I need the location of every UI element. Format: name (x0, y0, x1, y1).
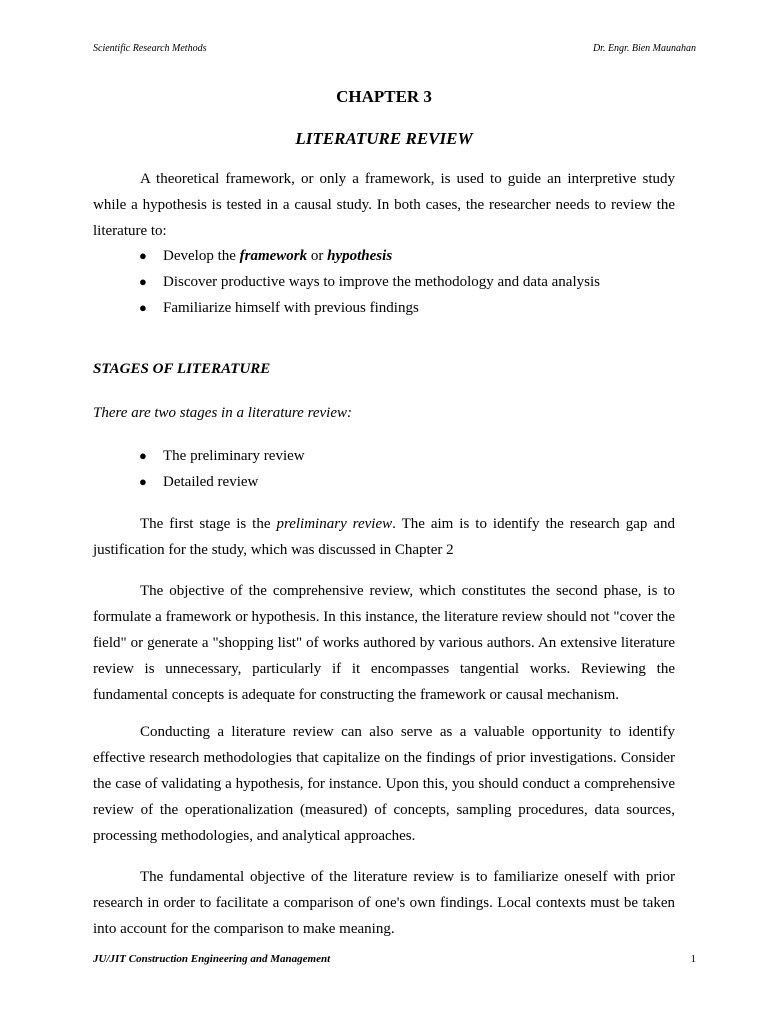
chapter-title: LITERATURE REVIEW (295, 129, 473, 148)
bullet-icon: ● (139, 274, 147, 289)
paragraph-preliminary-review: The first stage is the preliminary review. The aim is to identify the research gap and justification for the study, which was discussed in Chapter 2 (93, 516, 676, 558)
list-item (93, 469, 305, 495)
intro-paragraph: A theoretical framework, or only a framework, is used to guide an interpretive study while a hypothesis is tested in a causal study. In both cases, the researcher needs to review the literature to: (93, 171, 675, 239)
paragraph-comprehensive-review: The objective of the comprehensive review, which constitutes the second phase, is to formulate a framework or hypothesis. In this instance, the literature review should not "cover the field" or generate a "shopping list" of works authored by various authors. An extensive literature review is unnecessary, particularly if it encompasses tangential works. Reviewing the fundamental concepts is adequate for constructing the framework or causal mechanism. (93, 583, 675, 703)
bullet-icon: ● (139, 474, 147, 489)
paragraph-methodologies: Conducting a literature review can also serve as a valuable opportunity to identify effective research methodologies that capitalize on the findings of prior investigations. Consider the case of validating a hypothesis, for instance. Upon this, you should conduct a comprehensive review of the operationalization (measured) of concepts, sampling procedures, data sources, processing methodologies, and analytical approaches. (93, 724, 675, 844)
running-header (93, 43, 696, 54)
bullet-text: Discover productive ways to improve the methodology and data analysis (163, 274, 600, 290)
page-footer (93, 953, 696, 965)
bullet-text: or (307, 248, 328, 264)
footer-institution: JU/JIT Construction Engineering and Management (93, 953, 331, 965)
page-number: 1 (690, 953, 696, 965)
emphasis-preliminary-review: preliminary review (276, 516, 393, 532)
bullet-icon: ● (139, 300, 147, 315)
bullet-text: Familiarize himself with previous findings (163, 300, 419, 316)
bullet-text: Detailed review (163, 474, 259, 490)
section-heading: STAGES OF LITERATURE (93, 361, 271, 377)
header-course-title: Scientific Research Methods (93, 43, 207, 54)
list-item (93, 443, 305, 469)
bullet-text: Develop the (163, 248, 240, 264)
bullet-icon: ● (139, 248, 147, 263)
section-intro: There are two stages in a literature review: (93, 405, 352, 421)
header-author: Dr. Engr. Bien Maunahan (592, 43, 696, 54)
paragraph-objective: The fundamental objective of the literature review is to familiarize oneself with prior research in order to facilitate a comparison of one's own findings. Local contexts must be taken into account for the comparison to make meaning. (93, 869, 675, 937)
stages-bullet-list (93, 443, 305, 495)
list-item (93, 269, 600, 295)
bullet-emphasis-hypothesis: hypothesis (327, 248, 393, 264)
bullet-emphasis-framework: framework (239, 248, 308, 264)
list-item (93, 295, 600, 321)
intro-bullet-list (93, 243, 600, 321)
bullet-text: The preliminary review (163, 448, 305, 464)
list-item (93, 243, 600, 269)
bullet-icon: ● (139, 448, 147, 463)
chapter-number: CHAPTER 3 (336, 87, 432, 106)
